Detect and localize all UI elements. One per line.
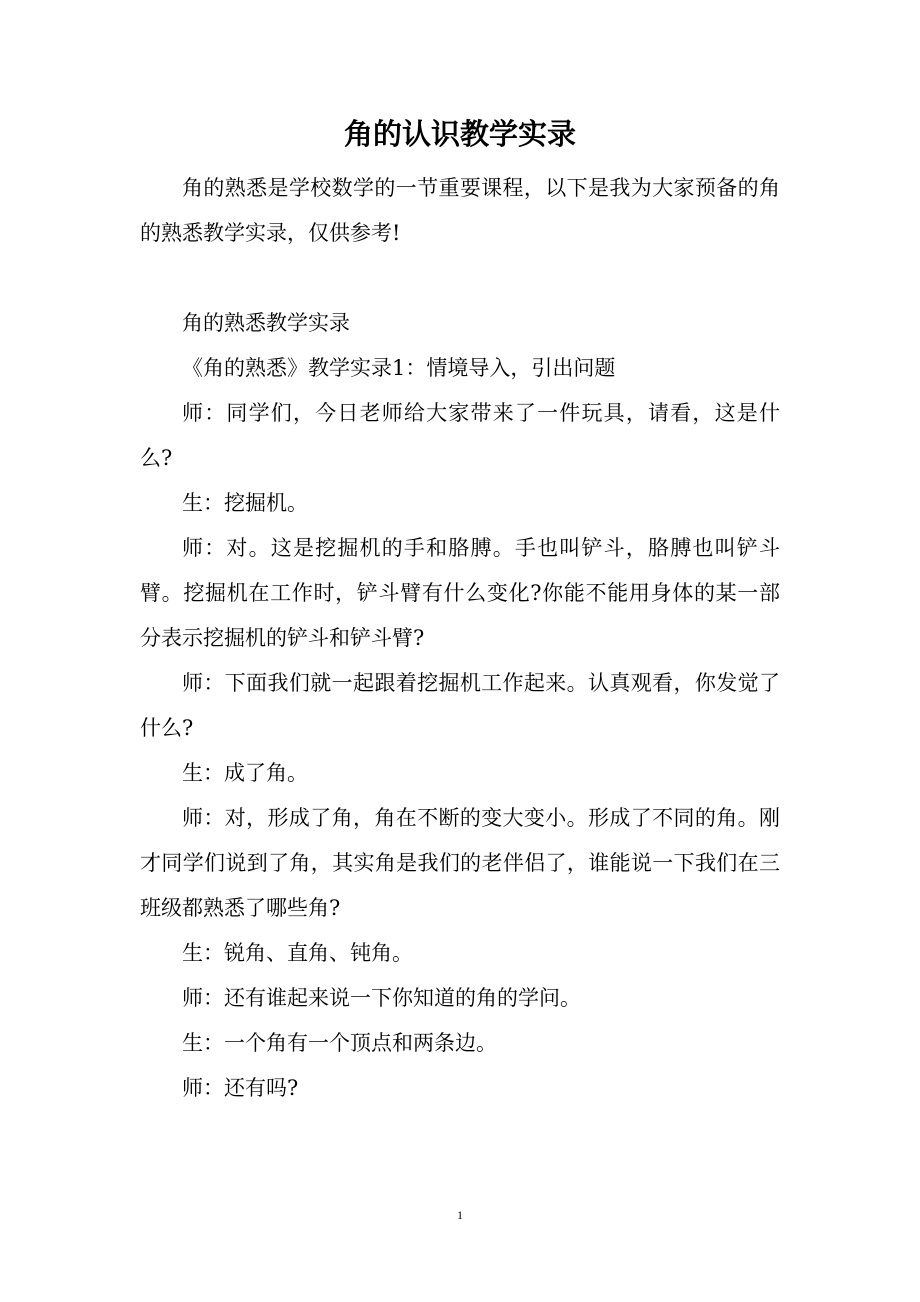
blank-line [140, 256, 780, 301]
paragraph-dialogue: 生：成了角。 [182, 761, 308, 785]
paragraph-intro: 角的熟悉是学校数学的一节重要课程，以下是我为大家预备的角的熟悉教学实录，仅供参考! [140, 176, 780, 245]
page-title: 角的认识教学实录 [343, 117, 576, 151]
paragraph-dialogue: 师：对，形成了角，角在不断的变大变小。形成了不同的角。刚才同学们说到了角，其实角是我们的老伴侣了，谁能说一下我们在三班级都熟悉了哪些角? [140, 806, 780, 920]
paragraph-subtitle: 《角的熟悉》教学实录1：情境导入，引出问题 [182, 356, 616, 380]
paragraph-dialogue: 师：还有谁起来说一下你知道的角的学问。 [182, 986, 581, 1010]
paragraph-section-heading: 角的熟悉教学实录 [182, 311, 350, 335]
page-number: 1 [457, 1208, 463, 1222]
paragraph-dialogue: 师：对。这是挖掘机的手和胳膊。手也叫铲斗，胳膊也叫铲斗臂。挖掘机在工作时，铲斗臂有什么变化?你能不能用身体的某一部分表示挖掘机的铲斗和铲斗臂? [140, 536, 780, 650]
paragraph-dialogue: 生：挖掘机。 [182, 491, 308, 515]
paragraph-dialogue: 师：同学们，今日老师给大家带来了一件玩具，请看，这是什么? [140, 401, 780, 470]
document-body [140, 166, 780, 1111]
paragraph-dialogue: 生：一个角有一个顶点和两条边。 [182, 1031, 497, 1055]
paragraph-dialogue: 生：锐角、直角、钝角。 [182, 941, 413, 965]
paragraph-dialogue: 师：还有吗? [182, 1076, 299, 1100]
paragraph-dialogue: 师：下面我们就一起跟着挖掘机工作起来。认真观看，你发觉了什么? [140, 671, 780, 740]
